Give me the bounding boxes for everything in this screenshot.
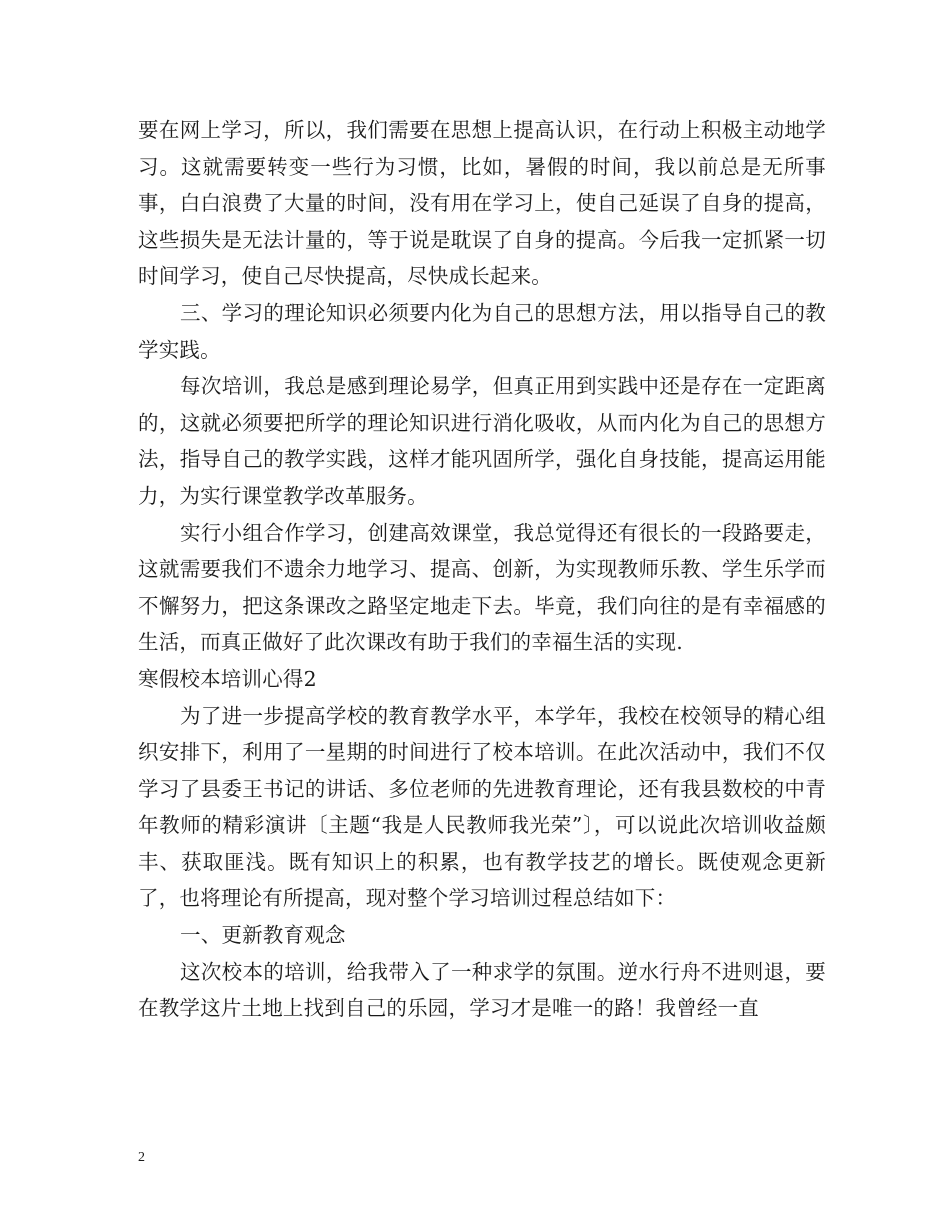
paragraph-group-learning: 实行小组合作学习，创建高效课堂，我总觉得还有很长的一段路要走，这就需要我们不遗余力地学习、提高、创新，为实现教师乐教、学生乐学而不懈努力，把这条课改之路坚定地走下去。毕竟，我们向往的是有幸福感的生活，而真正做好了此次课改有助于我们的幸福生活的实现. xyxy=(138,520,826,655)
article-title: 寒假校本培训心得2 xyxy=(138,666,317,691)
page-number: 2 xyxy=(138,1150,145,1165)
section-heading-one: 一、更新教育观念 xyxy=(180,923,346,948)
section-heading-three: 三、学习的理论知识必须要内化为自己的思想方法，用以指导自己的教学实践。 xyxy=(138,300,826,362)
paragraph-introduction: 为了进一步提高学校的教育教学水平，本学年，我校在校领导的精心组织安排下，利用了一星期的时间进行了校本培训。在此次活动中，我们不仅学习了县委王书记的讲话、多位老师的先进教育理论，还有我县数校的中青年教师的精彩演讲〔主题“我是人民教师我光荣”〕，可以说此次培训收益颇丰、获取匪浅。既有知识上的积累，也有教学技艺的增长。既使观念更新了，也将理论有所提高，现对整个学习培训过程总结如下： xyxy=(138,703,826,911)
paragraph-training-theory: 每次培训，我总是感到理论易学，但真正用到实践中还是存在一定距离的，这就必须要把所学的理论知识进行消化吸收，从而内化为自己的思想方法，指导自己的教学实践，这样才能巩固所学，强化自身技能，提高运用能力，为实行课堂教学改革服务。 xyxy=(138,374,826,508)
document-body xyxy=(138,112,826,1027)
paragraph-learning-atmosphere: 这次校本的培训，给我带入了一种求学的氛围。逆水行舟不进则退，要在教学这片土地上找到自己的乐园，学习才是唯一的路！我曾经一直 xyxy=(138,959,826,1021)
paragraph-continuation: 要在网上学习，所以，我们需要在思想上提高认识，在行动上积极主动地学习。这就需要转变一些行为习惯，比如，暑假的时间，我以前总是无所事事，白白浪费了大量的时间，没有用在学习上，使自己延误了自身的提高，这些损失是无法计量的，等于说是耽误了自身的提高。今后我一定抓紧一切时间学习，使自己尽快提高，尽快成长起来。 xyxy=(138,118,826,289)
